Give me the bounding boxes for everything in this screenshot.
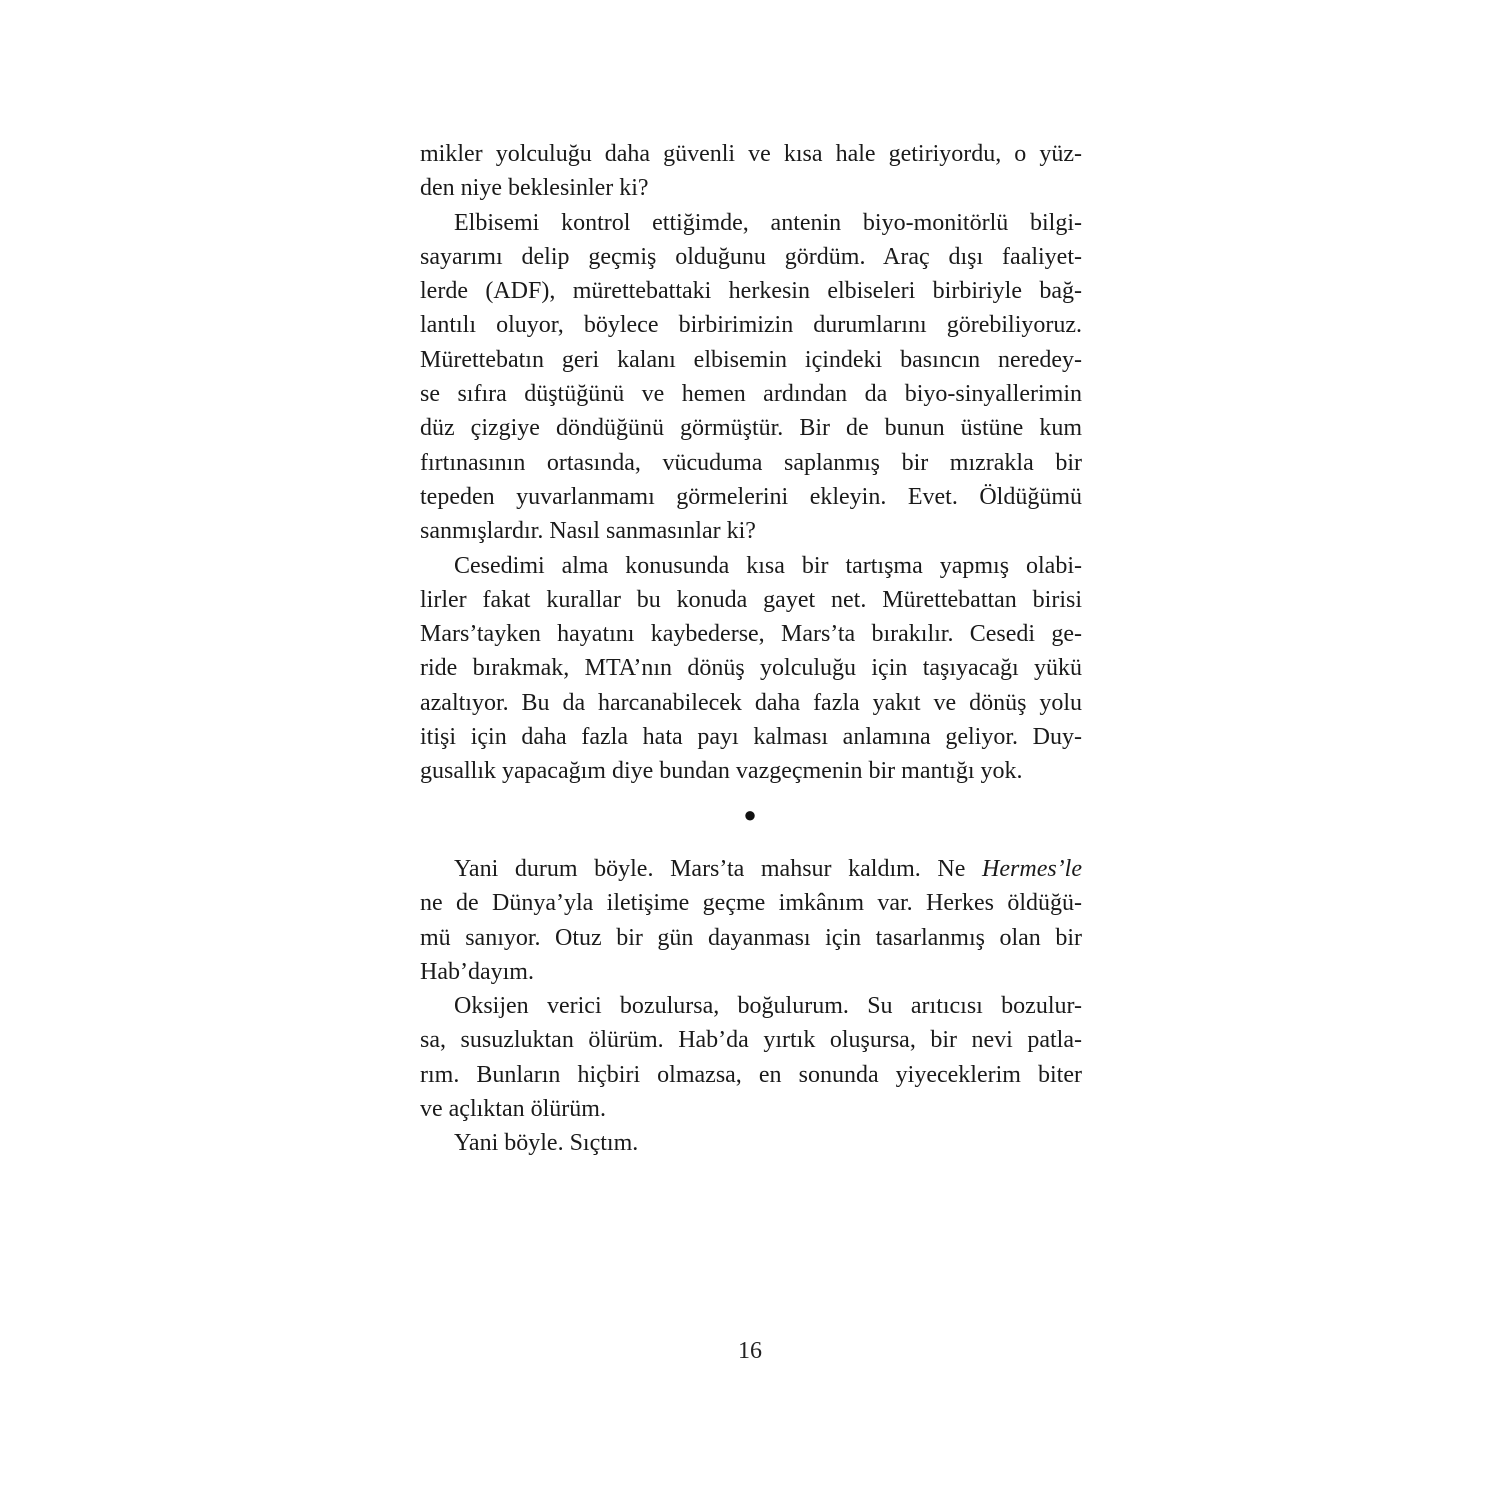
text-line: lirler fakat kurallar bu konuda gayet net. Mürettebattan birisi [420,586,1082,613]
text-line: Mürettebatın geri kalanı elbisemin içindeki basıncın neredey- [420,346,1082,373]
paragraph [420,549,1082,789]
text-line: ve açlıktan ölürüm. [420,1096,606,1123]
text-line: fırtınasının ortasında, vücuduma saplanmış bir mızrakla bir [420,449,1082,476]
paragraph [420,852,1082,989]
page-number: 16 [738,1338,762,1364]
text-line: Oksijen verici bozulursa, boğulurum. Su arıtıcısı bozulur- [454,993,1082,1020]
text-line: mikler yolculuğu daha güvenli ve kısa hale getiriyordu, o yüz- [420,141,1082,167]
text-block-top [420,137,1082,789]
text-line: lerde (ADF), mürettebattaki herkesin elbiseleri birbiriyle bağ- [420,278,1082,305]
text-line: tepeden yuvarlanmamı görmelerini ekleyin. Evet. Öldüğümü [420,483,1082,510]
text-line: sa, susuzluktan ölürüm. Hab’da yırtık oluşursa, bir nevi patla- [420,1027,1082,1054]
text-line: ne de Dünya’yla iletişime geçme imkânım var. Herkes öldüğü- [420,890,1082,917]
text-line: Elbisemi kontrol ettiğimde, antenin biyo-monitörlü bilgi- [454,209,1082,236]
text-line: Hab’dayım. [420,958,534,985]
text-line: lantılı oluyor, böylece birbirimizin durumlarını görebiliyoruz. [420,312,1082,339]
text-line: Mars’tayken hayatını kaybederse, Mars’ta bırakılır. Cesedi ge- [420,621,1082,648]
section-separator-bullet: ● [743,802,757,827]
italic-ship-name: Hermes’le [982,856,1082,882]
text-line: rım. Bunların hiçbiri olmazsa, en sonunda yiyeceklerim biter [420,1061,1082,1088]
text-line: den niye beklesinler ki? [420,175,649,202]
text-line: itişi için daha fazla hata payı kalması anlamına geliyor. Duy- [420,724,1082,751]
paragraph [420,137,1082,206]
paragraph [420,989,1082,1126]
text-line: sayarımı delip geçmiş olduğunu gördüm. Araç dışı faaliyet- [420,243,1082,270]
text-run: Yani durum böyle. Mars’ta mahsur kaldım. Ne [454,856,983,882]
text-line: sanmışlardır. Nasıl sanmasınlar ki? [420,518,756,545]
paragraph [420,206,1082,549]
text-line: gusallık yapacağım diye bundan vazgeçmenin bir mantığı yok. [420,758,1023,785]
text-line: düz çizgiye döndüğünü görmüştür. Bir de bunun üstüne kum [420,415,1082,442]
text-line: Cesedimi alma konusunda kısa bir tartışma yapmış olabi- [454,552,1082,579]
text-line: azaltıyor. Bu da harcanabilecek daha fazla yakıt ve dönüş yolu [420,689,1082,716]
text-line: se sıfıra düştüğünü ve hemen ardından da biyo-sinyallerimin [420,381,1082,408]
text-block-bottom [420,852,1082,1161]
paragraph [420,1126,1082,1160]
text-line: ride bırakmak, MTA’nın dönüş yolculuğu için taşıyacağı yükü [420,655,1082,682]
text-line: mü sanıyor. Otuz bir gün dayanması için tasarlanmış olan bir [420,924,1082,951]
text-line [420,852,1082,886]
text-line: Yani böyle. Sıçtım. [454,1130,639,1157]
